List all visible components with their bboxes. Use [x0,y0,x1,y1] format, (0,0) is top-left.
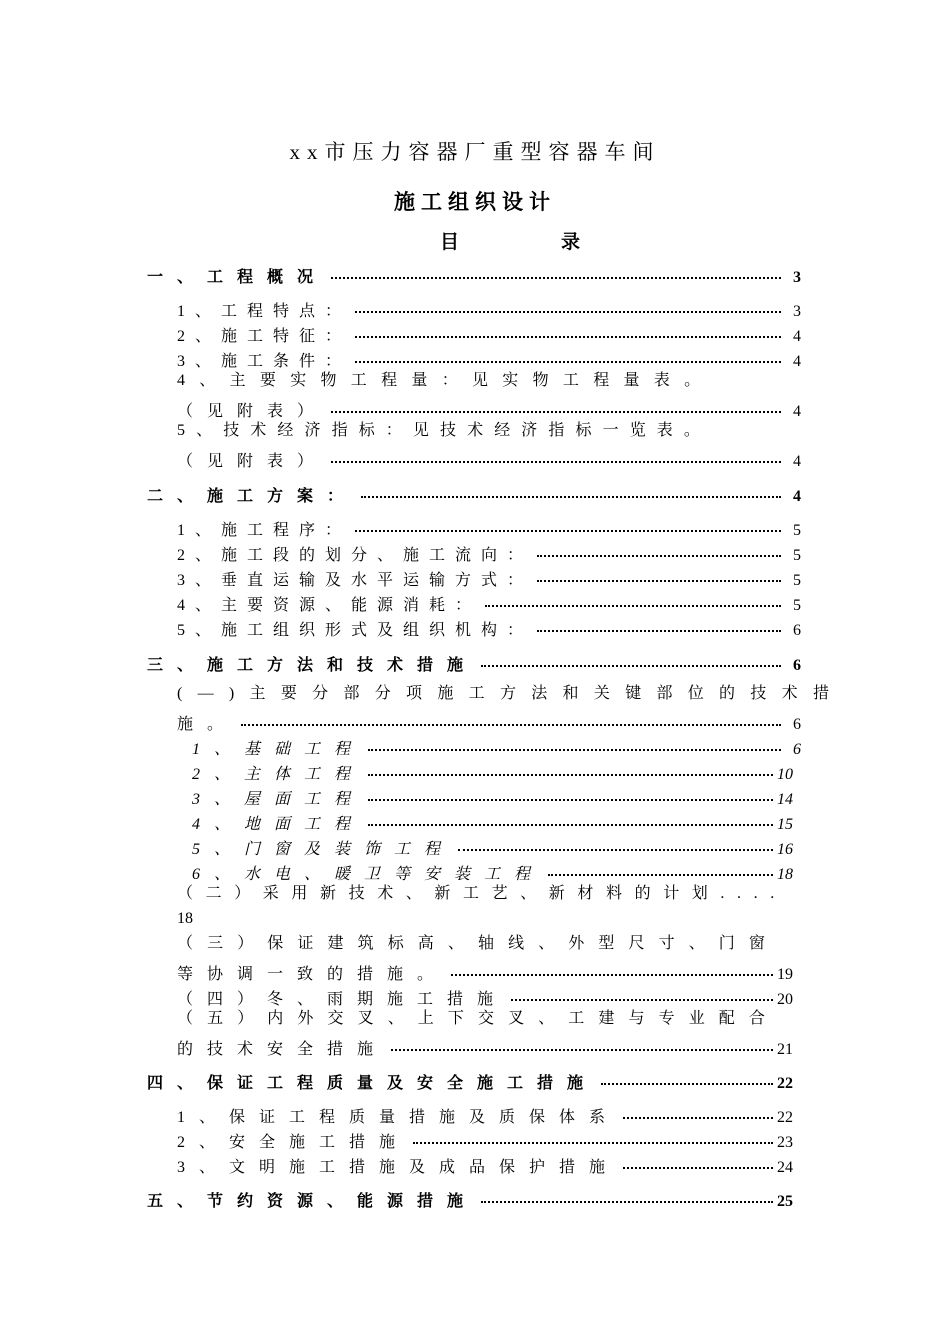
toc-entry[interactable] [177,615,801,641]
toc-entry-page: 5 [793,547,801,564]
document-title: xx市压力容器厂重型容器车间 [289,140,661,164]
toc-entry-label: 四、保证工程质量及安全施工措施 [147,1075,598,1092]
toc-entry-page: 22 [777,1109,793,1126]
toc-entry-page: 3 [793,269,801,286]
toc-entry-page: 5 [793,522,801,539]
toc-entry-line1: 5、技术经济指标：见技术经济指标一览表。 [177,422,712,439]
toc-entry-label: 1、工程特点： [177,303,352,320]
toc-leader [355,346,781,366]
toc-entry[interactable] [177,396,801,422]
toc-entry-label: 2、主体工程 [192,766,365,783]
toc-entry-label: 2、安全施工措施 [177,1134,410,1151]
toc-entry-label: 二、施工方案： [147,488,358,505]
toc-entry[interactable] [147,650,801,676]
toc-entry[interactable] [177,565,801,591]
toc-leader [368,809,773,829]
toc-leader [481,1186,773,1206]
toc-leader [537,540,781,560]
toc-entry[interactable] [177,346,801,372]
toc-entry-label: 三、施工方法和技术措施 [147,657,478,674]
toc-entry-label: 3、文明施工措施及成品保护措施 [177,1159,620,1176]
toc-entry-line1: （五）内外交叉、上下交叉、工建与专业配合 [177,1010,780,1027]
toc-leader [331,396,781,416]
toc-entry-label: 1、保证工程质量措施及质保体系 [177,1109,620,1126]
toc-entry-label: 4、主要资源、能源消耗： [177,597,482,614]
toc-entry-page: 15 [777,816,793,833]
toc-entry[interactable] [192,834,793,860]
toc-leader [511,984,773,1004]
toc-entry-label: 5、施工组织形式及组织机构： [177,622,534,639]
toc-entry-label: （见附表） [177,403,328,420]
toc-entry[interactable] [177,1152,793,1178]
toc-entry-page: 6 [793,657,801,674]
toc-leader [391,1034,773,1054]
toc-entry-page: 3 [793,303,801,320]
toc-leader [368,759,773,779]
toc-entry-page: 4 [793,488,801,505]
toc-entry-label: 1、施工程序： [177,522,352,539]
toc-entry[interactable] [177,296,801,322]
toc-leader [623,1152,773,1172]
toc-entry[interactable] [147,262,801,288]
toc-entry-label: 3、垂直运输及水平运输方式： [177,572,534,589]
toc-entry[interactable] [177,1034,793,1060]
toc-entry-page: 6 [793,716,801,733]
toc-entry-page: 4 [793,403,801,420]
toc-entry[interactable] [192,809,793,835]
toc-leader [548,859,773,879]
toc-entry-page: 4 [793,453,801,470]
toc-entry-label: 3、屋面工程 [192,791,365,808]
toc-entry-label: 4、地面工程 [192,816,365,833]
toc-entry-page: 16 [777,841,793,858]
toc-entry[interactable] [177,709,801,735]
toc-leader [331,262,781,282]
toc-entry-page: 5 [793,597,801,614]
toc-entry-page: 20 [777,991,793,1008]
toc-entry-line1: (—)主要分部分项施工方法和关键部位的技术措 [177,685,845,702]
toc-entry-page: 4 [793,328,801,345]
toc-entry-page: 5 [793,572,801,589]
toc-entry-page: 14 [777,791,793,808]
toc-entry-label: 的技术安全措施 [177,1041,388,1058]
toc-leader [331,446,781,466]
toc-entry-page-wrapped: 18 [177,910,193,927]
toc-entry[interactable] [177,321,801,347]
toc-leader [368,734,781,754]
toc-entry[interactable] [147,1186,793,1212]
toc-entry-page: 25 [777,1193,793,1210]
toc-entry-page: 19 [777,966,793,983]
toc-leader [241,709,781,729]
toc-entry-page: 21 [777,1041,793,1058]
toc-entry-line1: 4、主要实物工程量：见实物工程量表。 [177,372,715,389]
toc-entry-label: 等协调一致的措施。 [177,966,448,983]
toc-entry-label: 2、施工特征： [177,328,352,345]
toc-heading-char-1: 目 [440,232,460,253]
toc-leader [355,321,781,341]
toc-entry-label: 6、水电、暖卫等安装工程 [192,866,545,883]
toc-entry-label: 五、节约资源、能源措施 [147,1193,478,1210]
toc-leader [361,481,781,501]
toc-leader [355,296,781,316]
toc-entry-label: （四）冬、雨期施工措施 [177,991,508,1008]
toc-entry-label: 施。 [177,716,238,733]
toc-entry[interactable] [192,759,793,785]
toc-entry-label: （见附表） [177,453,328,470]
toc-entry-line1[interactable]: （二）采用新技术、新工艺、新材料的计划.... [177,885,787,902]
toc-leader [537,615,781,635]
toc-entry[interactable] [177,1127,793,1153]
toc-leader [355,515,781,535]
toc-leader [368,784,773,804]
toc-entry-page: 18 [777,866,793,883]
toc-entry[interactable] [192,784,793,810]
toc-entry-label: 5、门窗及装饰工程 [192,841,455,858]
toc-entry-page: 24 [777,1159,793,1176]
toc-entry[interactable] [147,481,801,507]
toc-entry-line1: （三）保证建筑标高、轴线、外型尺寸、门窗 [177,935,780,952]
toc-entry-label: 1、基础工程 [192,741,365,758]
toc-leader [601,1068,773,1088]
toc-leader [485,590,781,610]
toc-entry[interactable] [177,959,793,985]
toc-entry-page: 6 [793,622,801,639]
toc-leader [458,834,773,854]
toc-entry[interactable] [177,590,801,616]
toc-leader [451,959,773,979]
toc-entry-label: 一、工程概况 [147,269,328,286]
toc-entry-page: 22 [777,1075,793,1092]
toc-entry-page: 23 [777,1134,793,1151]
toc-entry[interactable] [177,446,801,472]
toc-entry-page: 4 [793,353,801,370]
document-subtitle: 施工组织设计 [394,190,556,214]
toc-entry-page: 10 [777,766,793,783]
toc-entry[interactable] [147,1068,793,1094]
toc-leader [537,565,781,585]
toc-heading-char-2: 录 [560,232,580,253]
toc-entry[interactable] [177,515,801,541]
toc-leader [623,1102,773,1122]
toc-entry-label: 2、施工段的划分、施工流向： [177,547,534,564]
toc-entry[interactable] [177,1102,793,1128]
toc-leader [413,1127,773,1147]
toc-entry[interactable] [177,540,801,566]
toc-leader [481,650,781,670]
toc-entry-page: 6 [793,741,801,758]
toc-entry[interactable] [192,859,793,885]
toc-entry-label: 3、施工条件： [177,353,352,370]
toc-entry[interactable] [192,734,801,760]
toc-entry[interactable] [177,984,793,1010]
